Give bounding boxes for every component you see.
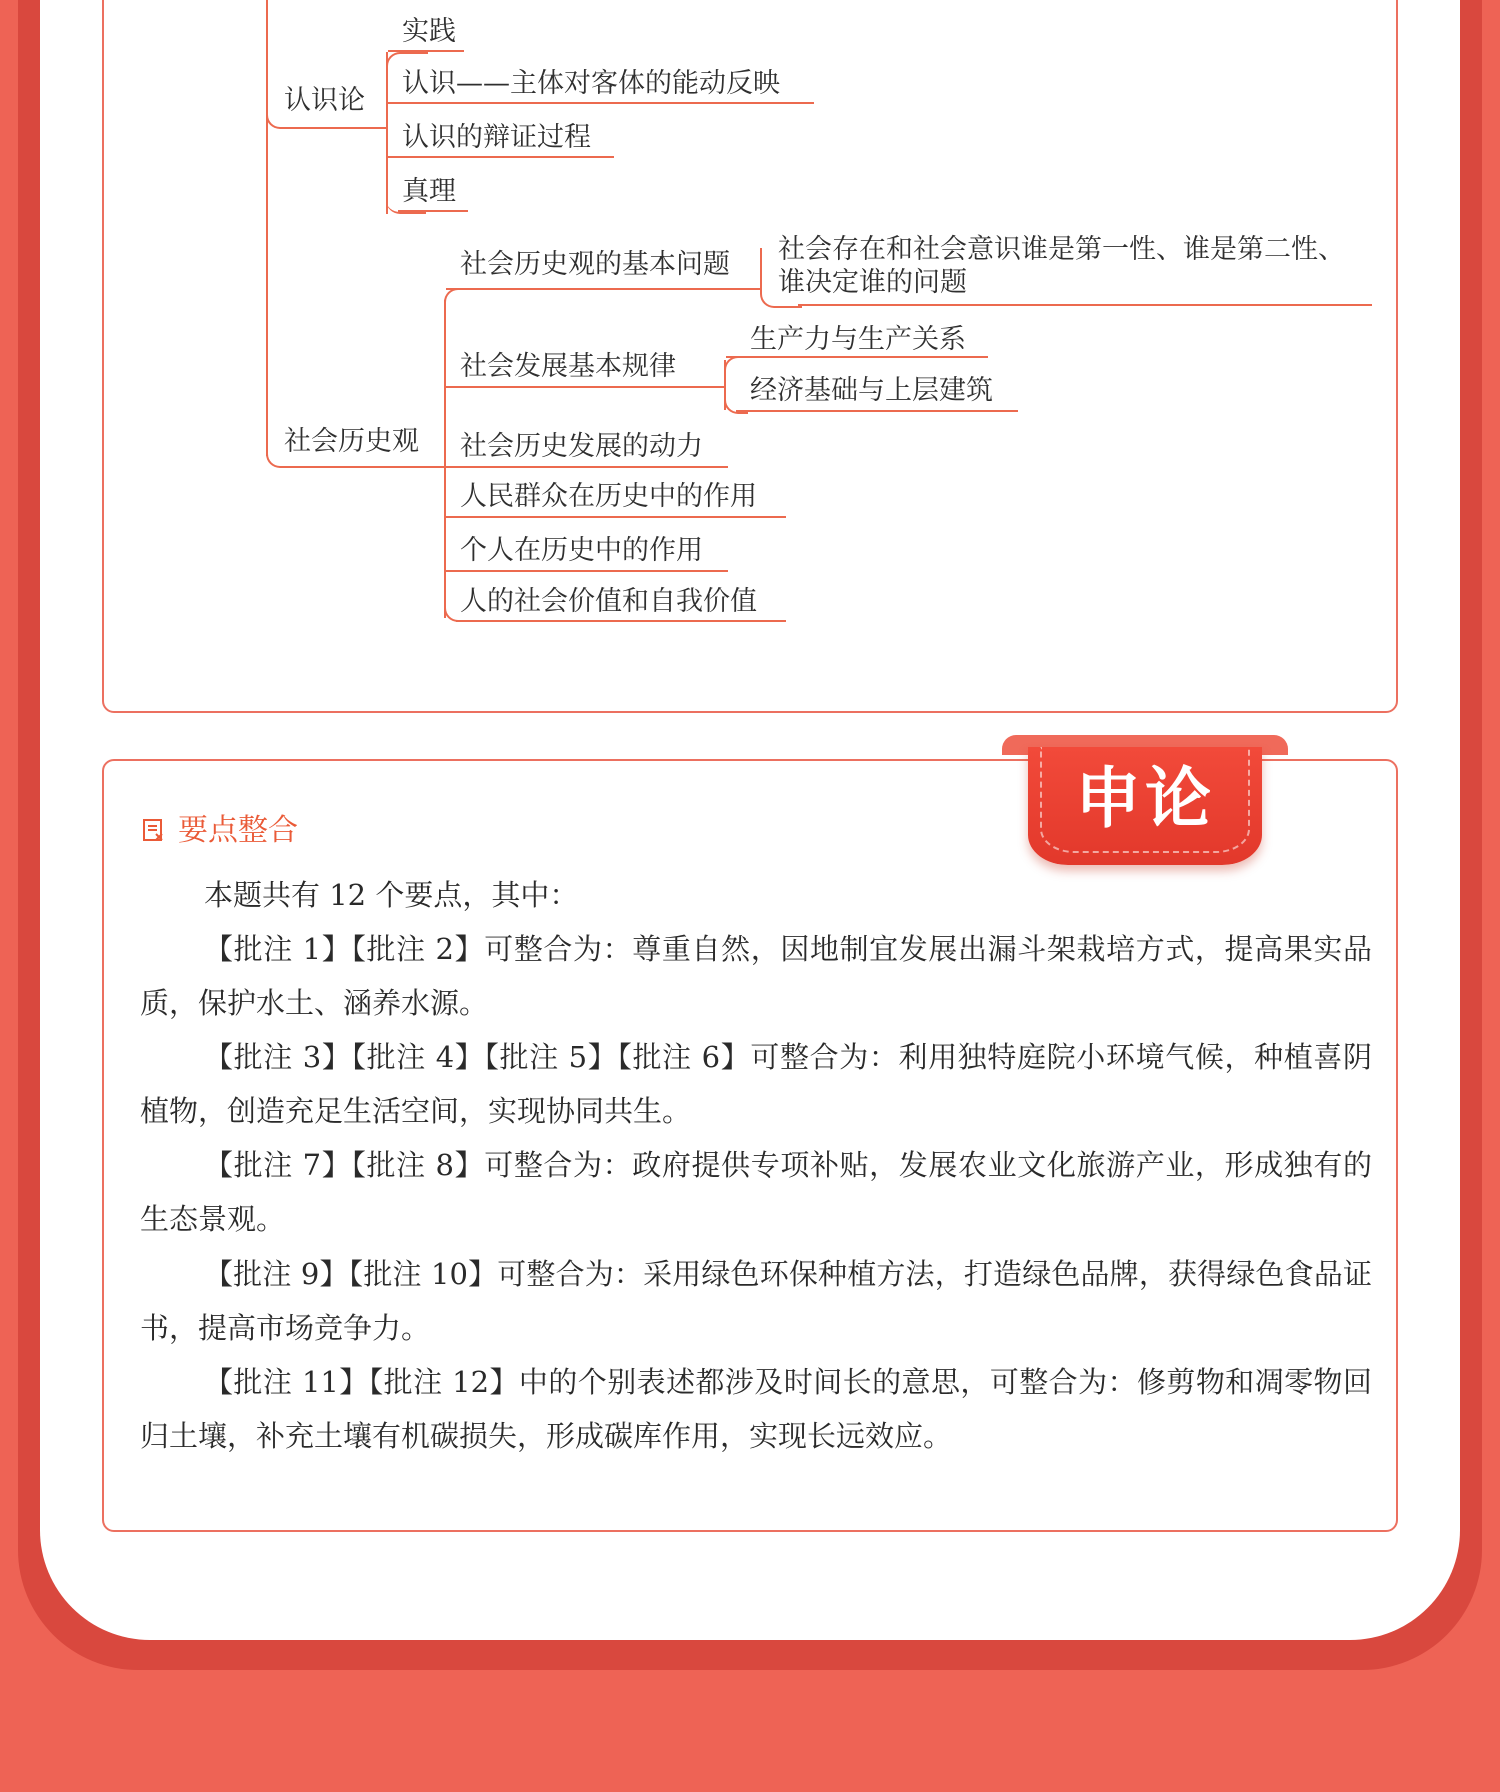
underline xyxy=(398,210,468,212)
summary-paragraph: 【批注 11】【批注 12】中的个别表述都涉及时间长的意思，可整合为：修剪物和凋零物回归土壤，补充土壤有机碳损失，形成碳库作用，实现长远效应。 xyxy=(140,1365,1372,1453)
branch-connector xyxy=(266,100,386,129)
summary-paragraph: 【批注 3】【批注 4】【批注 5】【批注 6】可整合为：利用独特庭院小环境气候，种植喜阴植物，创造充足生活空间，实现协同共生。 xyxy=(140,1040,1372,1128)
epistemology-item: 真理 xyxy=(402,176,456,207)
trunk-line xyxy=(266,0,268,456)
branch-social-history: 社会历史观 xyxy=(284,426,419,457)
summary-paragraph: 【批注 1】【批注 2】可整合为：尊重自然，因地制宜发展出漏斗架栽培方式，提高果实品质，保护水土、涵养水源。 xyxy=(140,932,1372,1020)
underline xyxy=(388,50,464,52)
underline xyxy=(446,570,728,572)
essay-ribbon-badge xyxy=(1002,735,1288,885)
branch-epistemology: 认识论 xyxy=(284,85,365,116)
epistemology-item: 实践 xyxy=(402,16,456,47)
social-item: 社会历史观的基本问题 xyxy=(460,249,730,280)
underline xyxy=(446,288,762,290)
ribbon-label: 申论 xyxy=(1075,760,1215,837)
sub-trunk-line xyxy=(386,52,388,212)
branch-connector xyxy=(266,440,444,468)
underline xyxy=(798,304,1372,306)
summary-paragraph: 【批注 7】【批注 8】可整合为：政府提供专项补贴，发展农业文化旅游产业，形成独有的生态景观。 xyxy=(140,1148,1372,1236)
social-item: 社会发展基本规律 xyxy=(460,351,676,382)
law-item: 生产力与生产关系 xyxy=(750,324,966,355)
summary-paragraph: 本题共有 12 个要点，其中： xyxy=(204,878,579,912)
basic-question-answer: 社会存在和社会意识谁是第一性、谁是第二性、 xyxy=(778,234,1345,265)
branch-connector xyxy=(444,288,476,310)
epistemology-item: 认识——主体对客体的能动反映 xyxy=(402,68,780,99)
underline xyxy=(388,156,614,158)
social-item: 人的社会价值和自我价值 xyxy=(460,586,757,617)
underline xyxy=(446,386,726,388)
underline xyxy=(726,356,988,358)
underline xyxy=(446,516,786,518)
list-icon xyxy=(142,818,166,842)
social-item: 社会历史发展的动力 xyxy=(460,431,703,462)
law-item: 经济基础与上层建筑 xyxy=(750,375,993,406)
social-item: 人民群众在历史中的作用 xyxy=(460,481,757,512)
social-item: 个人在历史中的作用 xyxy=(460,535,703,566)
epistemology-item: 认识的辩证过程 xyxy=(402,122,591,153)
underline xyxy=(388,102,814,104)
basic-question-answer: 谁决定谁的问题 xyxy=(778,267,967,298)
section-title: 要点整合 xyxy=(178,813,298,848)
ribbon-body xyxy=(1028,747,1262,865)
underline xyxy=(446,466,728,468)
underline xyxy=(456,620,786,622)
underline xyxy=(736,410,1018,412)
summary-paragraph: 【批注 9】【批注 10】可整合为：采用绿色环保种植方法，打造绿色品牌，获得绿色食品证书，提高市场竞争力。 xyxy=(140,1257,1372,1345)
